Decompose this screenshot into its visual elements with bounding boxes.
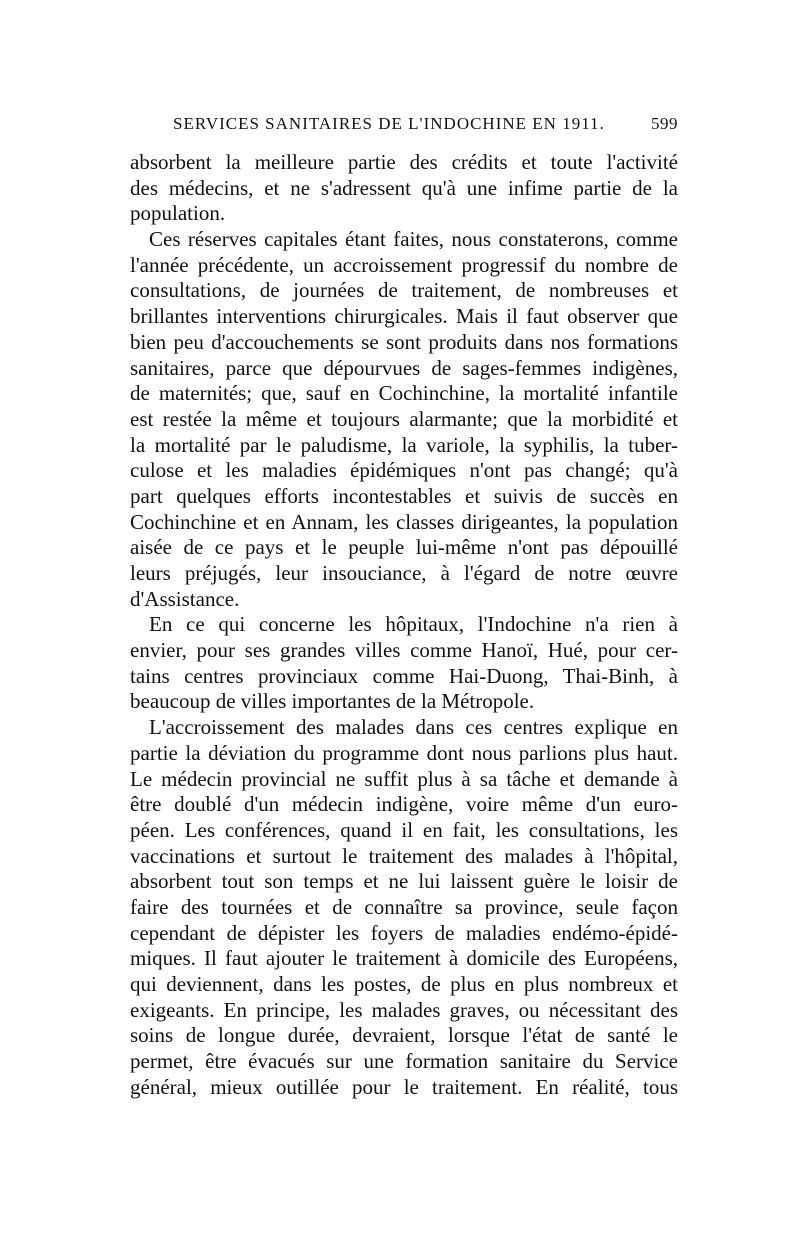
text-line: péen. Les conférences, quand il en fait, les consultations, les [130, 817, 678, 842]
text-line: partie la déviation du programme dont nous parlions plus haut. [130, 740, 678, 765]
text-line: L'accroissement des malades dans ces centres explique en [149, 715, 678, 740]
text-line: absorbent tout son temps et ne lui laissent guère le loisir de [130, 869, 678, 894]
text-line: part quelques efforts incontestables et suivis de succès en [130, 483, 678, 508]
text-line: de maternités; que, sauf en Cochinchine, la mortalité infantile [130, 381, 678, 406]
text-line: bien peu d'accouchements se sont produits dans nos formations [130, 329, 678, 354]
running-title: SERVICES SANITAIRES DE L'INDOCHINE EN 1911. [173, 114, 605, 133]
text-line: consultations, de journées de traitement, de nombreuses et [130, 278, 678, 303]
text-line: envier, pour ses grandes villes comme Hanoï, Hué, pour cer- [130, 638, 678, 663]
text-line: est restée la même et toujours alarmante; que la morbidité et [130, 406, 678, 431]
text-line: général, mieux outillée pour le traitement. En réalité, tous [130, 1074, 678, 1099]
text-line: absorbent la meilleure partie des crédits et toute l'activité [130, 150, 678, 174]
text-line: leurs préjugés, leur insouciance, à l'égard de notre œuvre [130, 561, 678, 585]
text-line: Cochinchine et en Annam, les classes dirigeantes, la population [130, 509, 678, 534]
text-line: aisée de ce pays et le peuple lui-même n'ont pas dépouillé [130, 535, 678, 560]
text-line: vaccinations et surtout le traitement des malades à l'hôpital, [130, 843, 678, 868]
text-line: Ces réserves capitales étant faites, nous constaterons, comme [149, 227, 678, 252]
text-line: exigeants. En principe, les malades graves, ou nécessitant des [130, 997, 678, 1022]
text-line: d'Assistance. [130, 586, 240, 611]
text-line: faire des tournées et de connaître sa province, seule façon [130, 894, 678, 919]
text-line: brillantes interventions chirurgicales. Mais il faut observer que [130, 304, 678, 329]
text-line: permet, être évacués sur une formation sanitaire du Service [130, 1049, 678, 1074]
text-line: soins de longue durée, devraient, lorsque l'état de santé le [130, 1023, 678, 1048]
text-line: population. [130, 201, 226, 226]
page-number: 599 [651, 114, 678, 133]
text-line: sanitaires, parce que dépourvues de sages-femmes indigènes, [130, 355, 678, 380]
text-line: culose et les maladies épidémiques n'ont pas changé; qu'à [130, 458, 678, 483]
text-line: être doublé d'un médecin indigène, voire même d'un euro- [130, 792, 678, 817]
body-text [130, 150, 678, 1100]
text-line: Le médecin provincial ne suffit plus à sa tâche et demande à [130, 766, 678, 791]
text-line: miques. Il faut ajouter le traitement à domicile des Européens, [130, 946, 678, 971]
text-line: tains centres provinciaux comme Hai-Duong, Thai-Binh, à [130, 663, 678, 688]
text-line: En ce qui concerne les hôpitaux, l'Indochine n'a rien à [149, 612, 678, 637]
text-line: la mortalité par le paludisme, la variole, la syphilis, la tuber- [130, 432, 678, 457]
text-line: beaucoup de villes importantes de la Métropole. [130, 689, 535, 714]
text-line: des médecins, et ne s'adressent qu'à une infime partie de la [130, 175, 678, 200]
text-line: l'année précédente, un accroissement progressif du nombre de [130, 252, 678, 277]
text-line: cependant de dépister les foyers de maladies endémo-épidé- [130, 920, 678, 945]
running-header [173, 114, 678, 134]
text-line: qui deviennent, dans les postes, de plus en plus nombreux et [130, 972, 678, 996]
